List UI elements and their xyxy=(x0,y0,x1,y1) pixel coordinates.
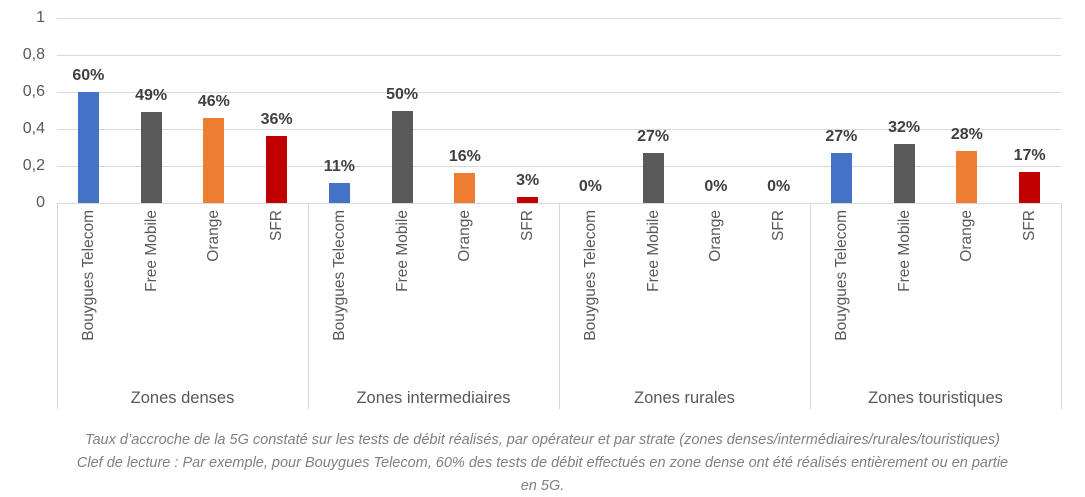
bar-value-label: 11% xyxy=(323,157,355,175)
bar xyxy=(454,173,475,203)
gridline xyxy=(57,18,1061,19)
bar-value-label: 36% xyxy=(260,111,293,129)
y-axis-tick-label: 0,2 xyxy=(22,157,45,174)
bar xyxy=(517,197,538,203)
y-axis-tick-label: 0,4 xyxy=(22,120,45,137)
caption-line-2: Clef de lecture : Par exemple, pour Bouygues Telecom, 60% des tests de débit effectués en zone dense ont été réalisés entièrement ou en partie xyxy=(76,455,1009,471)
bar-value-label: 46% xyxy=(197,92,230,110)
bar xyxy=(141,112,162,203)
operator-label: SFR xyxy=(268,210,286,241)
operator-label: Bouygues Telecom xyxy=(581,210,599,341)
operator-label: Free Mobile xyxy=(393,210,411,292)
group-label: Zones intermediaires xyxy=(356,389,511,407)
bar xyxy=(831,153,852,203)
operator-label: Bouygues Telecom xyxy=(330,210,348,341)
bar xyxy=(203,118,224,203)
bar-value-label: 0% xyxy=(767,178,791,195)
group-label: Zones denses xyxy=(130,389,235,407)
category-axis-separator xyxy=(559,203,560,409)
bar-value-label: 0% xyxy=(704,178,728,195)
bar xyxy=(894,144,915,203)
caption-line-3: en 5G. xyxy=(520,478,565,494)
category-axis-separator xyxy=(810,203,811,409)
category-axis-separator xyxy=(57,203,58,409)
bar-value-label: 27% xyxy=(825,128,858,146)
y-axis-tick-label: 1 xyxy=(36,9,45,26)
y-axis-tick-label: 0,8 xyxy=(22,46,45,63)
operator-label: Free Mobile xyxy=(142,210,160,292)
operator-label: Orange xyxy=(205,210,223,262)
bar xyxy=(643,153,664,203)
operator-label: SFR xyxy=(770,210,788,241)
group-label: Zones rurales xyxy=(634,389,735,407)
category-axis-separator xyxy=(308,203,309,409)
bar-value-label: 16% xyxy=(448,148,481,166)
bar-value-label: 32% xyxy=(888,118,921,136)
y-axis-tick-label: 0 xyxy=(36,194,45,211)
operator-label: Free Mobile xyxy=(895,210,913,292)
gridline xyxy=(57,55,1061,56)
operator-label: Orange xyxy=(456,210,474,262)
bar-value-label: 17% xyxy=(1013,146,1046,164)
bar xyxy=(78,92,99,203)
operator-label: Orange xyxy=(958,210,976,262)
group-label: Zones touristiques xyxy=(868,389,1003,407)
bar-value-label: 3% xyxy=(516,172,540,190)
y-axis-tick-label: 0,6 xyxy=(22,83,45,100)
operator-label: Orange xyxy=(707,210,725,262)
bar-value-label: 28% xyxy=(950,126,983,144)
bar-value-label: 50% xyxy=(386,85,419,103)
bar xyxy=(956,151,977,203)
bar xyxy=(266,136,287,203)
bar xyxy=(392,111,413,204)
bar-value-label: 49% xyxy=(135,87,168,105)
operator-label: Free Mobile xyxy=(644,210,662,292)
category-axis-separator xyxy=(1061,203,1062,409)
operator-label: Bouygues Telecom xyxy=(832,210,850,341)
bar-value-label: 0% xyxy=(578,178,602,195)
operator-label: SFR xyxy=(1021,210,1039,241)
bar-value-label: 60% xyxy=(72,67,105,84)
caption-line-1: Taux d’accroche de la 5G constaté sur les tests de débit réalisés, par opérateur et par strate (zones denses/intermédiaires/rurales/touristiques) xyxy=(84,432,1001,448)
bar-value-label: 27% xyxy=(637,128,670,146)
operator-label: Bouygues Telecom xyxy=(79,210,97,341)
chart-caption xyxy=(0,429,1085,497)
operator-label: SFR xyxy=(519,210,537,241)
bar xyxy=(1019,172,1040,203)
bar xyxy=(329,183,350,203)
